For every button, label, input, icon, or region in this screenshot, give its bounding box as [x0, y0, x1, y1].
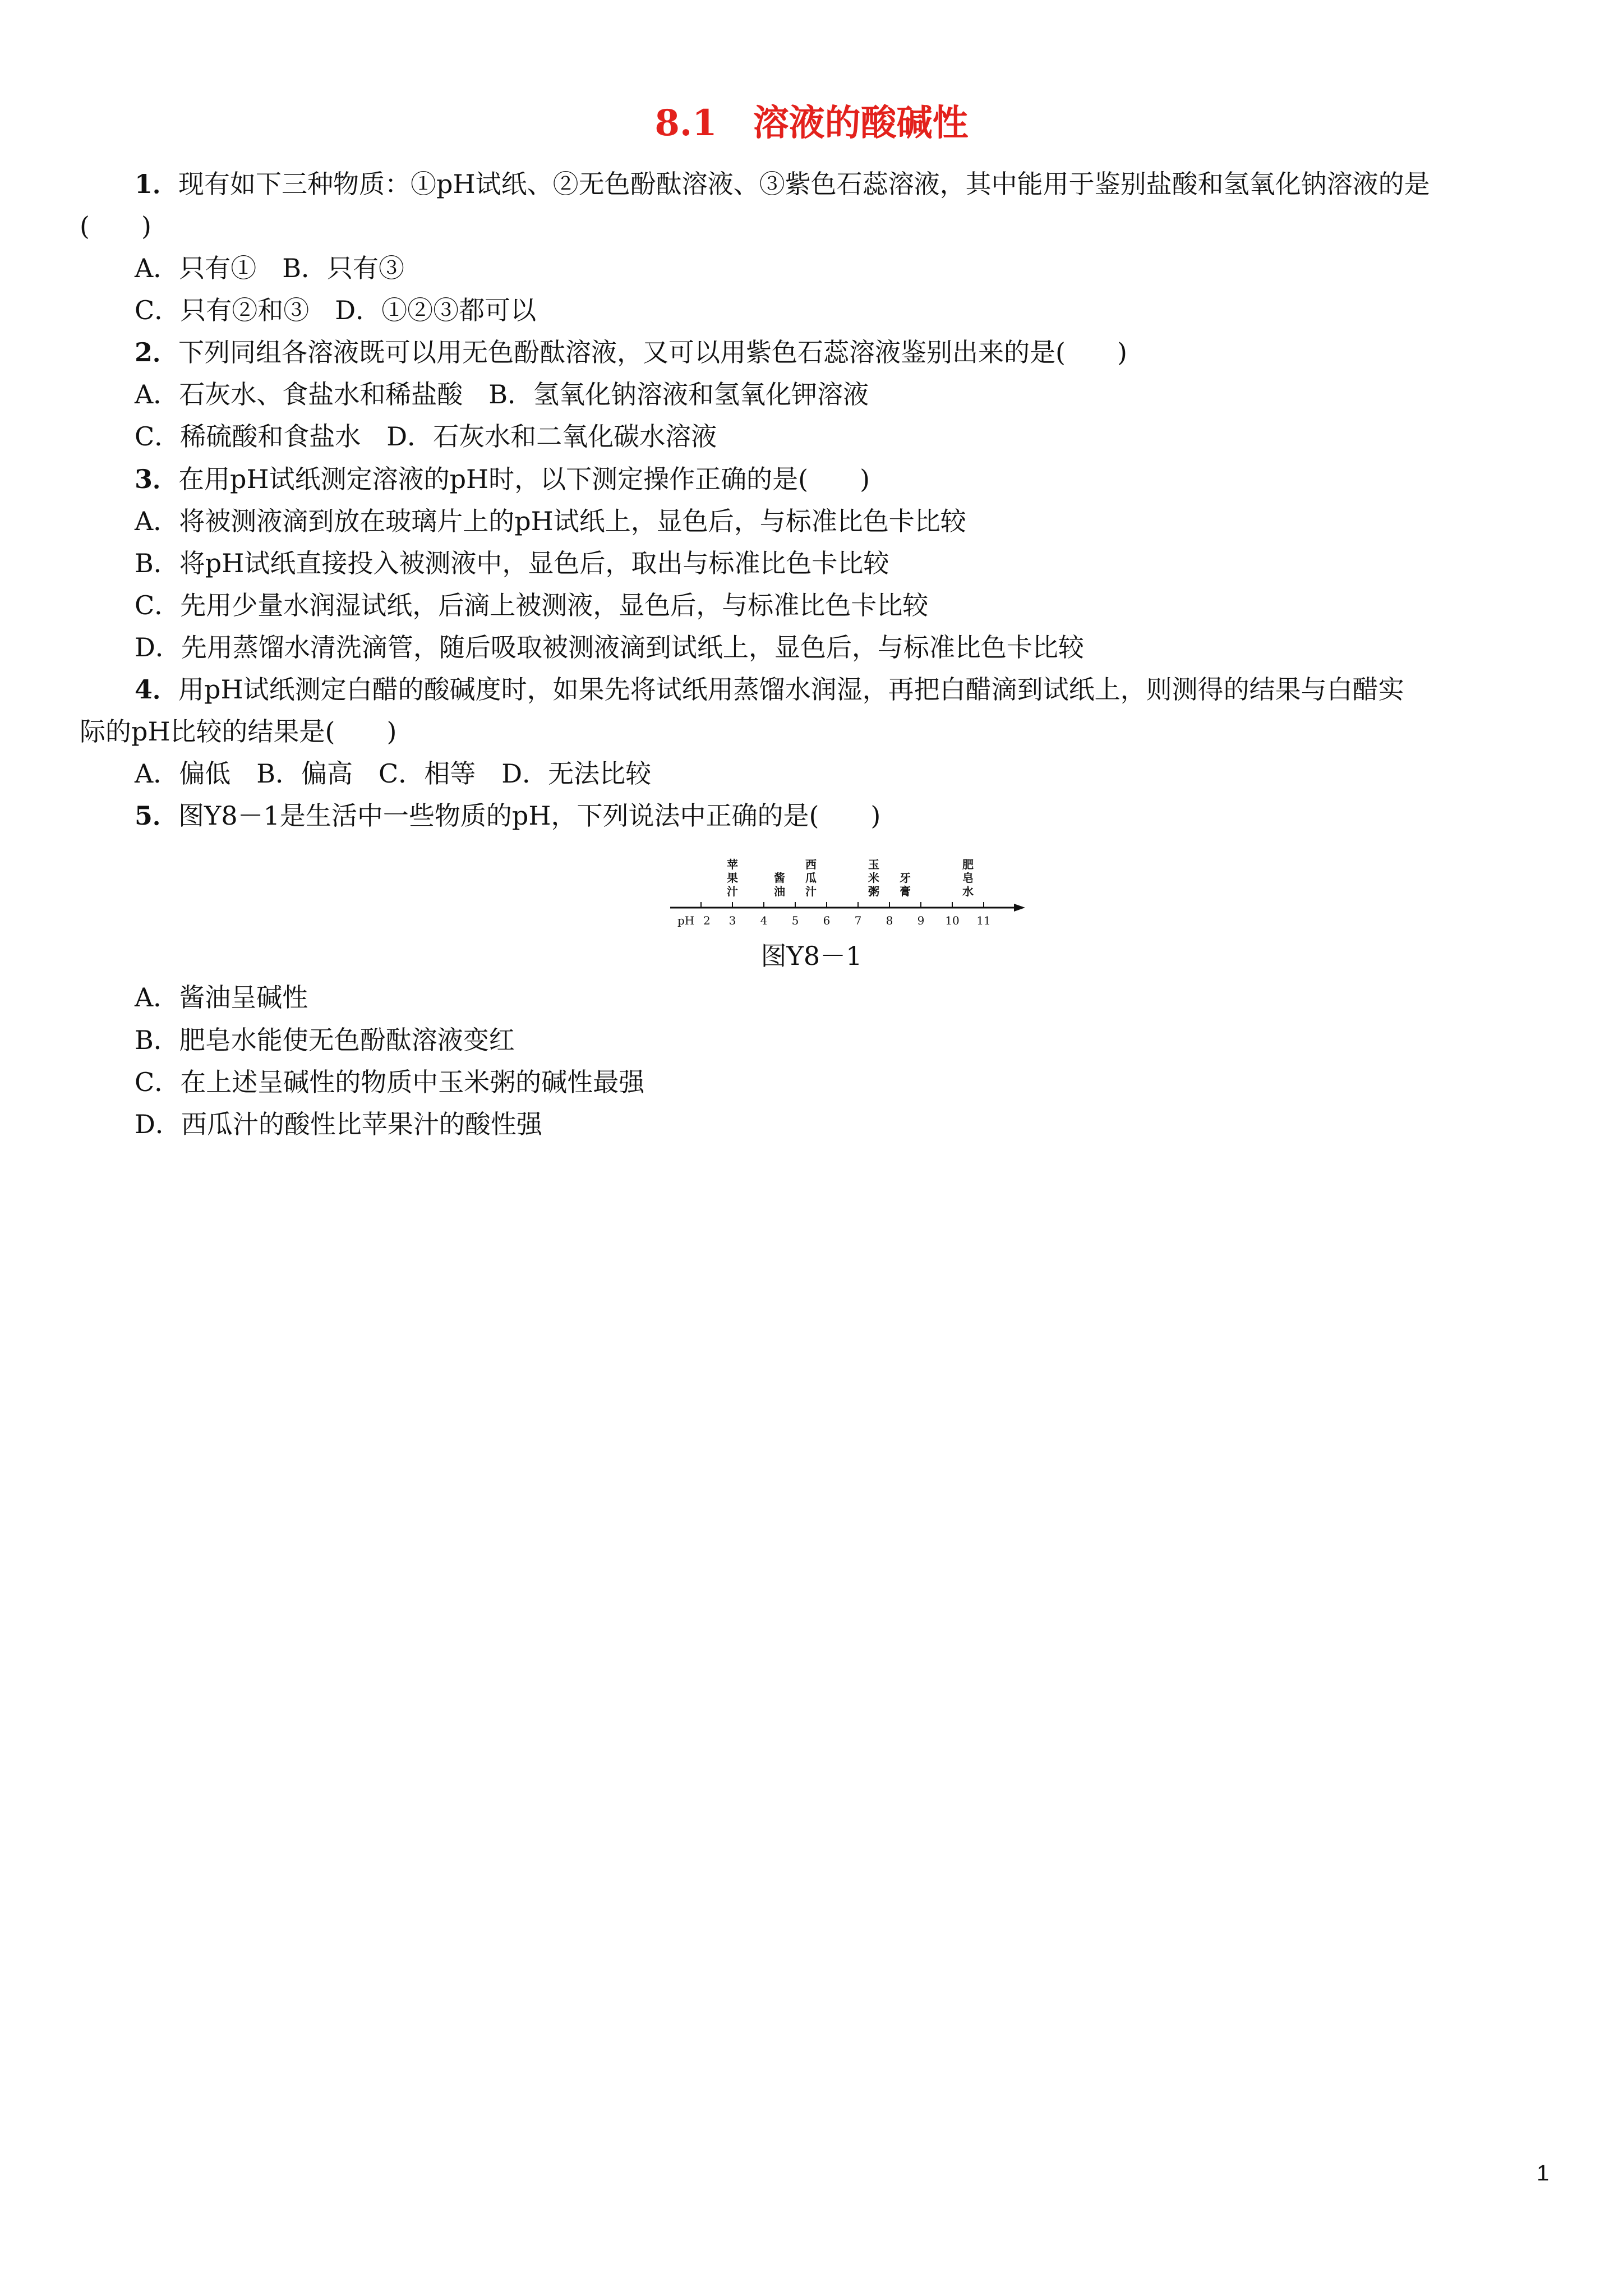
ph-substance-label: 膏: [900, 885, 911, 898]
question-number: 2．: [135, 337, 179, 367]
question-1-stem-cont: ( ): [80, 211, 151, 241]
question-text: 在用pH试纸测定溶液的pH时，以下测定操作正确的是( ): [178, 464, 870, 494]
question-5-stem: [135, 800, 880, 831]
ph-axis-label: pH: [677, 914, 695, 927]
ph-substance-label: 皂: [962, 871, 974, 885]
question-text: 用pH试纸测定白醋的酸碱度时，如果先将试纸用蒸馏水润湿，再把白醋滴到试纸上，则测得的结果与白醋实: [178, 674, 1404, 705]
ph-substance-label: 肥: [962, 858, 974, 871]
axis-arrow-icon: [1014, 904, 1025, 912]
question-5-option-line: B．肥皂水能使无色酚酞溶液变红: [135, 1025, 515, 1055]
question-4-stem: [135, 674, 1404, 705]
question-1-stem: [135, 168, 1430, 200]
ph-tick-label: 5: [791, 914, 799, 927]
ph-substance-label: 果: [727, 871, 738, 885]
question-3-option-line: A．将被测液滴到放在玻璃片上的pH试纸上，显色后，与标准比色卡比较: [135, 506, 966, 536]
question-3-stem: [135, 463, 870, 495]
question-5-option-line: A．酱油呈碱性: [135, 982, 308, 1013]
ph-substance-label: 牙: [900, 871, 911, 885]
question-5-option-line: D．西瓜汁的酸性比苹果汁的酸性强: [135, 1109, 542, 1139]
ph-substance-label: 粥: [868, 885, 879, 898]
ph-tick-label: 6: [823, 914, 831, 927]
question-text: 下列同组各溶液既可以用无色酚酞溶液，又可以用紫色石蕊溶液鉴别出来的是( ): [178, 337, 1127, 367]
ph-tick-label: 7: [854, 914, 862, 927]
ph-substance-label: 苹: [727, 858, 738, 871]
ph-ticks: [701, 902, 991, 927]
question-number: 3．: [135, 464, 179, 494]
question-3-option-line: C．先用少量水润湿试纸，后滴上被测液，显色后，与标准比色卡比较: [135, 590, 929, 620]
ph-substance-label: 西: [805, 858, 817, 871]
ph-substance-label: 水: [962, 885, 974, 898]
question-2-stem: [135, 337, 1127, 368]
question-number: 5．: [135, 800, 179, 831]
ph-substance-label: 油: [774, 885, 785, 898]
ph-tick-label: 9: [917, 914, 925, 927]
ph-tick-label: 10: [945, 914, 960, 927]
page-title: 8.1 溶液的酸碱性: [654, 102, 969, 144]
figure-caption: 图Y8－1: [760, 941, 863, 971]
question-1-option-line: C．只有②和③ D．①②③都可以: [135, 295, 537, 325]
question-1-option-line: A．只有① B．只有③: [135, 253, 405, 283]
question-2-option-line: C．稀硫酸和食盐水 D．石灰水和二氧化碳水溶液: [135, 421, 717, 452]
question-4-option-line: A．偏低 B．偏高 C．相等 D．无法比较: [135, 758, 652, 789]
page-number: 1: [1537, 2161, 1550, 2185]
ph-scale-figure: [662, 841, 1026, 931]
question-3-option-line: D．先用蒸馏水清洗滴管，随后吸取被测液滴到试纸上，显色后，与标准比色卡比较: [135, 632, 1084, 662]
question-3-option-line: B．将pH试纸直接投入被测液中，显色后，取出与标准比色卡比较: [135, 548, 889, 578]
ph-tick-label: 4: [760, 914, 768, 927]
ph-substance-labels: [727, 858, 974, 898]
question-number: 4．: [135, 674, 179, 705]
ph-substance-label: 玉: [868, 858, 879, 871]
question-5-option-line: C．在上述呈碱性的物质中玉米粥的碱性最强: [135, 1067, 645, 1097]
ph-tick-label: 8: [886, 914, 893, 927]
question-text: 现有如下三种物质：①pH试纸、②无色酚酞溶液、③紫色石蕊溶液，其中能用于鉴别盐酸和氢氧化钠溶液的是: [178, 169, 1430, 199]
ph-substance-label: 汁: [805, 885, 817, 898]
ph-tick-label: 11: [976, 914, 991, 927]
question-2-option-line: A．石灰水、食盐水和稀盐酸 B．氢氧化钠溶液和氢氧化钾溶液: [135, 379, 869, 409]
ph-tick-label: 2: [703, 914, 711, 927]
ph-tick-label: 3: [728, 914, 736, 927]
question-text: 图Y8－1是生活中一些物质的pH，下列说法中正确的是( ): [178, 800, 881, 831]
ph-substance-label: 瓜: [805, 871, 817, 885]
ph-substance-label: 酱: [774, 871, 785, 885]
ph-substance-label: 汁: [727, 885, 738, 898]
ph-substance-label: 米: [868, 871, 879, 885]
question-number: 1．: [135, 169, 179, 199]
question-4-stem-cont: 际的pH比较的结果是( ): [80, 716, 397, 747]
